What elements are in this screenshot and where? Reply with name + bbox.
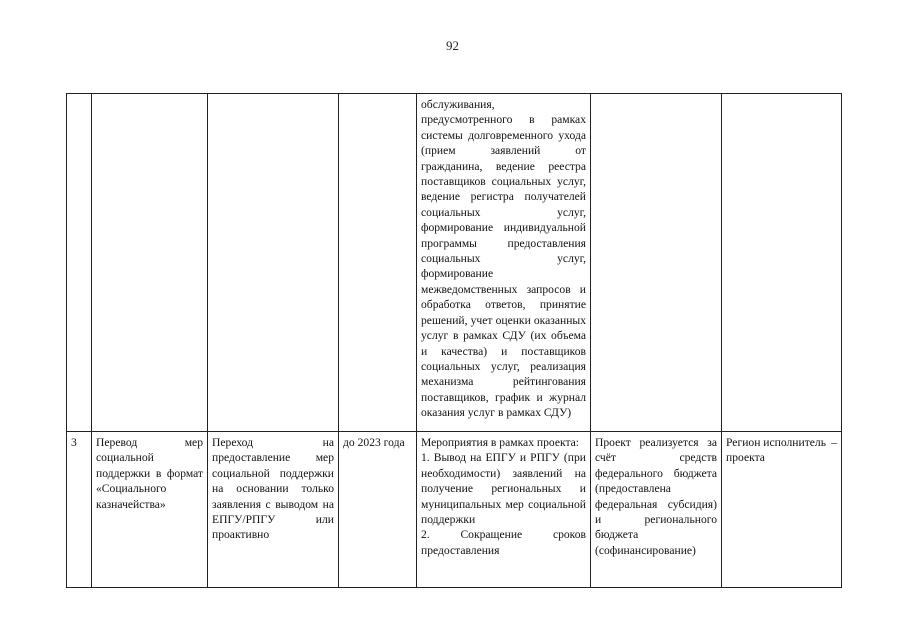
table-row [67, 432, 842, 588]
cell-executor [722, 432, 842, 588]
cell-number: 3 [67, 432, 92, 588]
cell-funding [591, 94, 722, 432]
executor-text: Регион исполнитель проекта [726, 436, 826, 465]
cell-deadline: до 2023 года [339, 432, 417, 588]
table-row [67, 94, 842, 432]
page-number: 92 [446, 38, 459, 53]
measures-table [66, 93, 842, 588]
cell-activities [417, 432, 591, 588]
cell-funding: Проект реализуется за счёт средств федерального бюджета (предоставлена федеральная субсидия) и регионального бюджета (софинансирование) [591, 432, 722, 588]
activities-item-1: 1. Вывод на ЕПГУ и РПГУ (при необходимости) заявлений на получение региональных и муниципальных мер социальной поддержки [421, 451, 586, 527]
activities-intro: Мероприятия в рамках проекта: [421, 436, 580, 449]
cell-number [67, 94, 92, 432]
cell-name [92, 94, 208, 432]
cell-deadline [339, 94, 417, 432]
cell-executor [722, 94, 842, 432]
cell-description: Переход на предоставление мер социальной поддержки на основании только заявления с выводом на ЕПГУ/РПГУ или проактивно [208, 432, 339, 588]
activities-item-2: 2. Сокращение сроков предоставления [421, 528, 586, 557]
cell-description [208, 94, 339, 432]
executor-dash: – [831, 436, 837, 449]
cell-activities: обслуживания, предусмотренного в рамках системы долговременного ухода (прием заявлений от гражданина, ведение реестра поставщиков социальных услуг, ведение регистра получателей социальных услуг, формирование индивидуальной программы предоставления социальных услуг, формирование межведомственных запросов и обработка ответов, принятие решений, учет оценки оказанных услуг в рамках СДУ (их объема и качества) и поставщиков социальных услуг, реализация механизма рейтингования поставщиков, график и журнал оказания услуг в рамках СДУ) [417, 94, 591, 432]
cell-name: Перевод мер социальной поддержки в формат «Социального казначейства» [92, 432, 208, 588]
